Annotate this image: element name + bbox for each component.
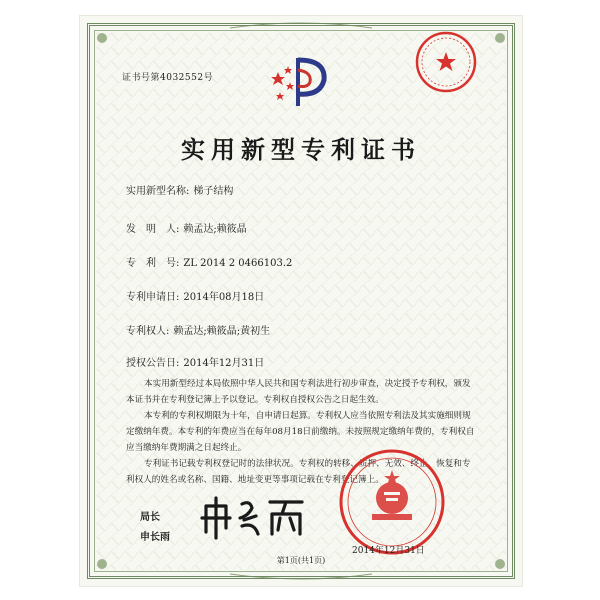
small-red-seal-icon xyxy=(414,30,478,94)
field-value: 2014年12月31日 xyxy=(183,358,265,369)
body-paragraph-grant: 本实用新型经过本局依照中华人民共和国专利法进行初步审查，决定授予专利权，颁发本证书并在专利登记簿上予以登记。专利权自授权公告之日起生效。 xyxy=(126,379,471,405)
official-seal-icon xyxy=(338,448,446,556)
body-paragraph-term: 本专利的专利权期限为十年，自申请日起算。专利权人应当依照专利法及其实施细则规定缴纳年费。本专利的年费应当在每年08月18日前缴纳。未按照规定缴纳年费的，专利权自应当缴纳年费期满之日起终止。 xyxy=(126,411,475,453)
field-value: 赖孟达;赖筱晶;黄初生 xyxy=(173,326,271,337)
field-inventor xyxy=(126,220,247,235)
field-label: 专 利 号: xyxy=(126,258,180,269)
certificate-number: 证书号第4032552号 xyxy=(122,73,214,83)
field-value: 2014年08月18日 xyxy=(183,292,265,303)
body-paragraph-status: 专利证书记载专利权登记时的法律状况。专利权的转移、质押、无效、终止、恢复和专利权人的姓名或名称、国籍、地址变更等事项记载在专利登记簿上。 xyxy=(126,459,471,485)
field-utility-model-name xyxy=(126,182,233,197)
page-title: 实用新型专利证书 xyxy=(181,135,421,164)
director-title: 局长 xyxy=(140,512,160,523)
field-label: 专利申请日: xyxy=(126,292,180,303)
seal-date: 2014年12月31日 xyxy=(352,546,425,556)
page-number: 第1页(共1页) xyxy=(276,556,326,565)
field-patentee xyxy=(126,322,270,337)
field-label: 发 明 人: xyxy=(126,224,180,235)
field-value: ZL 2014 2 0466103.2 xyxy=(183,258,293,269)
field-announcement-date xyxy=(126,354,264,369)
director-name: 申长雨 xyxy=(140,532,170,543)
field-value: 梯子结构 xyxy=(193,186,234,197)
field-label: 专利权人: xyxy=(126,326,170,337)
field-label: 实用新型名称: xyxy=(126,186,190,197)
patent-certificate xyxy=(80,16,522,586)
sipo-emblem-icon xyxy=(268,54,330,110)
field-label: 授权公告日: xyxy=(126,358,180,369)
field-filing-date xyxy=(126,288,264,303)
director-signature-icon xyxy=(198,494,308,540)
field-value: 赖孟达;赖筱晶 xyxy=(183,224,247,235)
field-patent-number xyxy=(126,254,292,269)
